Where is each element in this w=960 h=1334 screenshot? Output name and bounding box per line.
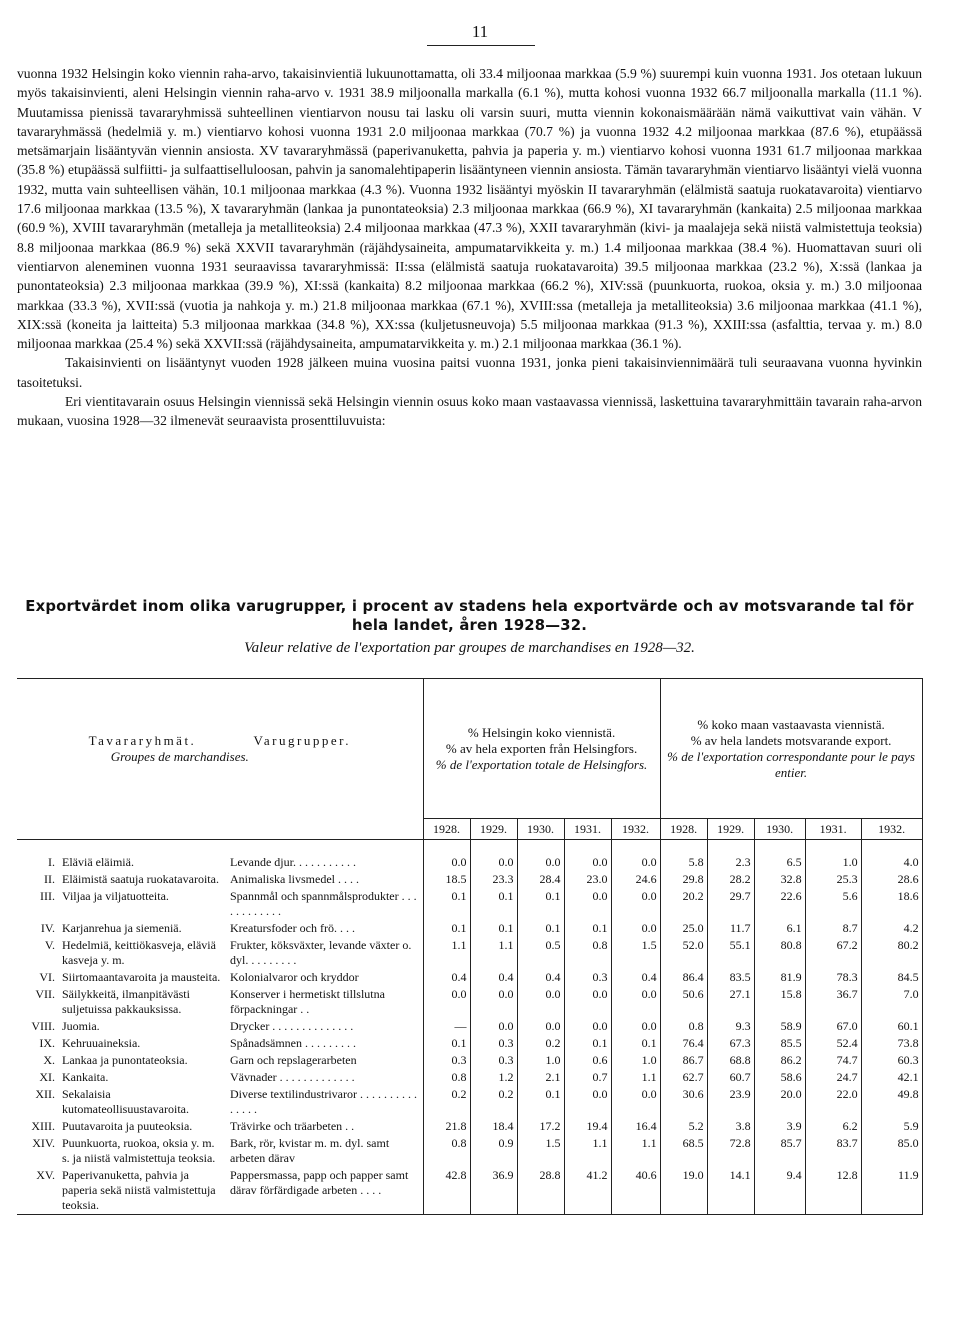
country-header-french: % de l'exportation correspondante pour le pays entier.: [667, 748, 915, 780]
value-cell: 0.1: [470, 920, 517, 937]
group-number: XII.: [35, 1087, 55, 1101]
group-name-finnish: Eläviä eläimiä.: [62, 855, 134, 869]
value-cell: 0.4: [423, 969, 470, 986]
group-name-swedish: Kreatursfoder och frö. . . .: [227, 920, 423, 937]
value-cell: 0.1: [564, 1035, 611, 1052]
value-cell: 0.1: [517, 920, 564, 937]
year-cell: 1929.: [707, 819, 754, 840]
value-cell: 28.8: [517, 1167, 564, 1215]
value-cell: 28.6: [861, 871, 922, 888]
value-cell: 11.7: [707, 920, 754, 937]
value-cell: —: [423, 1018, 470, 1035]
value-cell: 15.8: [754, 986, 805, 1018]
group-name-swedish: Vävnader . . . . . . . . . . . . .: [227, 1069, 423, 1086]
value-cell: 2.3: [707, 854, 754, 871]
value-cell: 9.3: [707, 1018, 754, 1035]
group-name-finnish: Lankaa ja punontateoksia.: [62, 1053, 188, 1067]
value-cell: 6.2: [805, 1118, 861, 1135]
value-cell: 0.1: [564, 920, 611, 937]
value-cell: 62.7: [660, 1069, 707, 1086]
value-cell: 0.3: [423, 1052, 470, 1069]
table-row: [17, 854, 922, 871]
value-cell: 60.7: [707, 1069, 754, 1086]
value-cell: 0.2: [517, 1035, 564, 1052]
value-cell: 42.8: [423, 1167, 470, 1215]
value-cell: 23.0: [564, 871, 611, 888]
value-cell: 19.4: [564, 1118, 611, 1135]
value-cell: 36.7: [805, 986, 861, 1018]
group-name-swedish: Garn och repslagerarbeten: [227, 1052, 423, 1069]
value-cell: 16.4: [611, 1118, 660, 1135]
value-cell: 58.6: [754, 1069, 805, 1086]
table-row: [17, 986, 922, 1018]
value-cell: 0.8: [423, 1069, 470, 1086]
spacer-row: [17, 840, 922, 855]
group-name-swedish: Levande djur. . . . . . . . . . .: [227, 854, 423, 871]
group-number: XV.: [17, 1167, 59, 1215]
value-cell: 20.0: [754, 1086, 805, 1118]
value-cell: 42.1: [861, 1069, 922, 1086]
table-row: [17, 1069, 922, 1086]
value-cell: 52.0: [660, 937, 707, 969]
country-header-swedish: % av hela landets motsvarande export.: [690, 732, 892, 748]
value-cell: 9.4: [754, 1167, 805, 1215]
helsinki-header-finnish: % Helsingin koko viennistä.: [467, 724, 616, 740]
value-cell: 29.8: [660, 871, 707, 888]
group-number: XIII.: [31, 1119, 55, 1133]
value-cell: 5.6: [805, 888, 861, 920]
year-cell: 1930.: [754, 819, 805, 840]
value-cell: 4.0: [861, 854, 922, 871]
helsinki-header-french: % de l'exportation totale de Helsingfors.: [435, 756, 648, 772]
group-name-finnish: Karjanrehua ja siemeniä.: [62, 921, 182, 935]
export-share-table: [17, 678, 923, 1215]
value-cell: 18.6: [861, 888, 922, 920]
value-cell: 0.9: [470, 1135, 517, 1167]
value-cell: 40.6: [611, 1167, 660, 1215]
value-cell: 0.0: [611, 920, 660, 937]
value-cell: 0.1: [423, 888, 470, 920]
table-row: [17, 969, 922, 986]
value-cell: 0.8: [423, 1135, 470, 1167]
value-cell: 11.9: [861, 1167, 922, 1215]
table-row: [17, 1118, 922, 1135]
year-header-row: [17, 819, 922, 840]
group-name-finnish: Viljaa ja viljatuotteita.: [62, 889, 169, 903]
group-number: V.: [44, 938, 55, 952]
group-number: VIII.: [31, 1019, 55, 1033]
year-cell: 1932.: [861, 819, 922, 840]
value-cell: 0.3: [564, 969, 611, 986]
value-cell: 29.7: [707, 888, 754, 920]
value-cell: 1.0: [805, 854, 861, 871]
value-cell: 0.0: [517, 854, 564, 871]
value-cell: 4.2: [861, 920, 922, 937]
group-name-finnish: Eläimistä saatuja ruokatavaroita.: [62, 872, 219, 886]
value-cell: 86.4: [660, 969, 707, 986]
table-body: [17, 854, 922, 1215]
group-number: IV.: [40, 921, 55, 935]
value-cell: 0.0: [564, 1018, 611, 1035]
value-cell: 1.2: [470, 1069, 517, 1086]
value-cell: 6.5: [754, 854, 805, 871]
value-cell: 0.6: [564, 1052, 611, 1069]
value-cell: 28.2: [707, 871, 754, 888]
value-cell: 80.8: [754, 937, 805, 969]
year-cell: 1932.: [611, 819, 660, 840]
value-cell: 0.2: [470, 1086, 517, 1118]
value-cell: 0.0: [611, 1018, 660, 1035]
table-row: [17, 937, 922, 969]
value-cell: 74.7: [805, 1052, 861, 1069]
group-name-swedish: Animaliska livsmedel . . . .: [227, 871, 423, 888]
value-cell: 81.9: [754, 969, 805, 986]
value-cell: 76.4: [660, 1035, 707, 1052]
value-cell: 50.6: [660, 986, 707, 1018]
value-cell: 19.0: [660, 1167, 707, 1215]
paragraph-reexport: Takaisinvienti on lisääntynyt vuoden 1928 jälkeen muina vuosina paitsi vuonna 1931, jonka pieni takaisinviennimäärä tuli seuraavana vuonna hyvinkin tasoitetuksi.: [17, 355, 922, 390]
value-cell: 36.9: [470, 1167, 517, 1215]
table-row: [17, 1018, 922, 1035]
value-cell: 83.5: [707, 969, 754, 986]
group-name-finnish: Siirtomaantavaroita ja mausteita.: [62, 970, 221, 984]
value-cell: 86.2: [754, 1052, 805, 1069]
year-cell: 1928.: [423, 819, 470, 840]
value-cell: 8.7: [805, 920, 861, 937]
header-rule: [427, 45, 535, 46]
group-name-finnish: Puutavaroita ja puuteoksia.: [62, 1119, 193, 1133]
value-cell: 6.1: [754, 920, 805, 937]
year-cell: 1929.: [470, 819, 517, 840]
value-cell: 83.7: [805, 1135, 861, 1167]
table-row: [17, 1135, 922, 1167]
value-cell: 41.2: [564, 1167, 611, 1215]
value-cell: 0.0: [423, 986, 470, 1018]
table-row: [17, 1086, 922, 1118]
value-cell: 32.8: [754, 871, 805, 888]
value-cell: 0.4: [611, 969, 660, 986]
value-cell: 14.1: [707, 1167, 754, 1215]
year-cell: 1931.: [805, 819, 861, 840]
paragraph-export-changes: vuonna 1932 Helsingin koko viennin raha-arvo, takaisinvientiä lukuunottamatta, oli 33.4 miljoonaa markkaa (5.9 %) suurempi kuin vuonna 1931. Jos otetaan lukuun myös takaisinvienti, aleni Helsingin viennin raha-arvo v. 1931 38.9 miljoonalla markalla (6.1 %), mutta kohosi vuonna 1932 66.7 miljoonalla markalla (11.1 %). Muutamissa pienissä tavararyhmissä suhteellinen vientiarvon nousu tai lasku oli varsin suuri, mutta viennin kokonaismäärään nämä vaikuttivat vain vähän. V tavararyhmässä (hedelmiä y. m.) vientiarvo kohosi vuonna 1931 2.0 miljoonaa markkaa (70.7 %) ja vuonna 1932 4.2 miljoonaa markkaa (87.6 %), etupäässä metsämarjain lisääntyvän viennin ansiosta. XV tavararyhmässä (paperivanuketta, pahvia ja paperia y. m.) vientiarvo kohosi vuonna 1931 61.7 miljoonaa markkaa (35.8 %) etupäässä sulfiitti- ja sulfaattiselluloosan, pahvin ja sanomalehtipaperin lisääntyneen viennin ansiosta. Tämän tavararyhmän vientiarvo lisääntyi vielä vuonna 1932, mutta vain suhteellisen vähän, 10.1 miljoonaa markkaa (4.3 %). Vuonna 1932 lisääntyi myöskin II tavararyhmän (elälmistä saatuja ruokatavaroita) vientiarvo 17.6 miljoonaa markkaa (13.5 %), X tavararyhmän (lankaa ja punontateoksia) 2.3 miljoonaa markkaa (66.9 %), XI tavararyhmän (kankaita) 2.5 miljoonaa markkaa (60.9 %), XVIII tavararyhmän (metalleja ja metalliteoksia) 2.4 miljoonaa markkaa (47.3 %), XXII tavararyhmän (kivi- ja maalajeja sekä niistä valmistettuja teoksia) 8.8 miljoonaa markkaa (86.9 %) sekä XXVII tavararyhmän (räjähdysaineita, ampumatarvikkeita y. m.) 1.4 miljoonaa markkaa (38.4 %). Huomattavan suuri oli vientiarvon aleneminen vuonna 1931 seuraavissa tavararyhmissä: II:ssa (elälmistä saatuja ruokatavaroita) 39.5 miljoonaa markkaa (23.2 %), X:ssä (lankaa ja punontateoksia) 2.3 miljoonaa markkaa (39.9 %), XI:ssä (kankaita) 8.2 miljoonaa markkaa (66.2 %), XIV:ssä (puunkuorta, ruokoa, oksia y. m.) 3.0 miljoonaa markkaa (33.3 %), XVII:ssä (vuotia ja nahkoja y. m.) 21.8 miljoonaa markkaa (67.1 %), XVIII:ssa (metalleja ja metalliteoksia) 3.6 miljoonaa markkaa (41.1 %), XIX:ssä (koneita ja laitteita) 5.3 miljoonaa markkaa (34.8 %), XX:ssa (kuljetusneuvoja) 5.5 miljoonaa markkaa (91.3 %), XXIII:ssa (asfalttia, tervaa y. m.) 8.0 miljoonaa markkaa (25.4 %) sekä XXVII:ssä (räjähdysaineita, ampumatarvikkeita y. m.) 2.1 miljoonaa markkaa (36.1 %).: [17, 66, 922, 352]
value-cell: 84.5: [861, 969, 922, 986]
value-cell: 0.0: [423, 854, 470, 871]
value-cell: 3.9: [754, 1118, 805, 1135]
value-cell: 1.1: [423, 937, 470, 969]
value-cell: 0.0: [564, 854, 611, 871]
group-name-finnish: Juomia.: [62, 1019, 100, 1033]
table-row: [17, 871, 922, 888]
value-cell: 3.8: [707, 1118, 754, 1135]
value-cell: 52.4: [805, 1035, 861, 1052]
value-cell: 49.8: [861, 1086, 922, 1118]
group-header-finnish: Tavararyhmät.: [88, 732, 197, 748]
value-cell: 0.2: [423, 1086, 470, 1118]
group-name-finnish: Kankaita.: [62, 1070, 109, 1084]
value-cell: 5.8: [660, 854, 707, 871]
value-cell: 0.0: [564, 986, 611, 1018]
table-row: [17, 1035, 922, 1052]
group-header-french: Groupes de marchandises.: [110, 748, 249, 764]
value-cell: 20.2: [660, 888, 707, 920]
group-name-swedish: Pappersmassa, papp och papper samt därav förfärdigade arbeten . . . .: [227, 1167, 423, 1215]
table-row: [17, 888, 922, 920]
country-header-finnish: % koko maan vastaavasta viennistä.: [697, 716, 885, 732]
value-cell: 1.1: [470, 937, 517, 969]
value-cell: 24.6: [611, 871, 660, 888]
table-title-french: Valeur relative de l'exportation par groupes de marchandises en 1928—32.: [244, 640, 695, 656]
year-cell: 1928.: [660, 819, 707, 840]
value-cell: 0.3: [470, 1035, 517, 1052]
value-cell: 67.2: [805, 937, 861, 969]
group-number: XIV.: [32, 1136, 55, 1150]
value-cell: 68.8: [707, 1052, 754, 1069]
value-cell: 23.3: [470, 871, 517, 888]
value-cell: 0.0: [517, 1018, 564, 1035]
table-row: [17, 920, 922, 937]
value-cell: 1.0: [517, 1052, 564, 1069]
value-cell: 1.1: [611, 1135, 660, 1167]
value-cell: 0.0: [470, 986, 517, 1018]
group-number: VII.: [35, 987, 55, 1001]
value-cell: 28.4: [517, 871, 564, 888]
value-cell: 0.1: [470, 888, 517, 920]
value-cell: 25.0: [660, 920, 707, 937]
value-cell: 21.8: [423, 1118, 470, 1135]
year-cell: 1930.: [517, 819, 564, 840]
value-cell: 0.1: [517, 888, 564, 920]
value-cell: 5.9: [861, 1118, 922, 1135]
group-name-swedish: Bark, rör, kvistar m. m. dyl. samt arbeten därav: [227, 1135, 423, 1167]
value-cell: 0.8: [660, 1018, 707, 1035]
value-cell: 1.0: [611, 1052, 660, 1069]
helsinki-share-header: [423, 679, 660, 819]
group-number: VI.: [39, 970, 55, 984]
group-name-finnish: Sekalaisia kutomateollisuustavaroita.: [62, 1087, 189, 1116]
value-cell: 0.4: [517, 969, 564, 986]
value-cell: 0.0: [470, 854, 517, 871]
value-cell: 30.6: [660, 1086, 707, 1118]
group-name-swedish: Frukter, köksväxter, levande växter o. dyl. . . . . . . . .: [227, 937, 423, 969]
value-cell: 55.1: [707, 937, 754, 969]
value-cell: 17.2: [517, 1118, 564, 1135]
value-cell: 86.7: [660, 1052, 707, 1069]
value-cell: 5.2: [660, 1118, 707, 1135]
group-number: II.: [44, 872, 55, 886]
value-cell: 27.1: [707, 986, 754, 1018]
group-name-swedish: Diverse textilindustrivaror . . . . . . . . . . . . . . .: [227, 1086, 423, 1118]
value-cell: 1.1: [611, 1069, 660, 1086]
group-number: IX.: [39, 1036, 55, 1050]
value-cell: 24.7: [805, 1069, 861, 1086]
value-cell: 0.1: [423, 920, 470, 937]
group-column-header: [17, 679, 423, 819]
value-cell: 0.0: [611, 1086, 660, 1118]
group-name-swedish: Konserver i hermetiskt tillslutna förpackningar . .: [227, 986, 423, 1018]
value-cell: 0.0: [611, 986, 660, 1018]
group-header-swedish: Varugrupper.: [253, 732, 351, 748]
helsinki-header-swedish: % av hela exporten från Helsingfors.: [445, 740, 638, 756]
value-cell: 22.6: [754, 888, 805, 920]
paragraph-table-intro: Eri vientitavarain osuus Helsingin viennissä sekä Helsingin viennin osuus koko maan vastaavassa viennissä, laskettuina tavararyhmittäin tavarain raha-arvon mukaan, vuosina 1928—32 ilmenevät seuraavista prosenttiluvuista:: [17, 394, 922, 429]
value-cell: 7.0: [861, 986, 922, 1018]
value-cell: 0.4: [470, 969, 517, 986]
value-cell: 1.5: [517, 1135, 564, 1167]
value-cell: 0.7: [564, 1069, 611, 1086]
value-cell: 25.3: [805, 871, 861, 888]
value-cell: 0.0: [470, 1018, 517, 1035]
group-name-finnish: Säilykkeitä, ilmanpitävästi suljetuissa pakkauksissa.: [62, 987, 190, 1016]
group-name-finnish: Paperivanuketta, pahvia ja paperia sekä niistä valmistettuja teoksia.: [59, 1167, 227, 1215]
group-number: X.: [43, 1053, 55, 1067]
group-name-swedish: Spannmål och spannmålsprodukter . . . . . . . . . . . .: [227, 888, 423, 920]
value-cell: 0.0: [564, 888, 611, 920]
group-name-swedish: Kolonialvaror och kryddor: [227, 969, 423, 986]
group-name-finnish: Hedelmiä, keittiökasveja, eläviä kasveja y. m.: [62, 938, 216, 967]
value-cell: 0.1: [611, 1035, 660, 1052]
value-cell: 22.0: [805, 1086, 861, 1118]
year-row-blank: [17, 819, 423, 840]
value-cell: 0.8: [564, 937, 611, 969]
value-cell: 78.3: [805, 969, 861, 986]
table-row: [17, 1052, 922, 1069]
value-cell: 0.1: [423, 1035, 470, 1052]
value-cell: 0.5: [517, 937, 564, 969]
value-cell: 12.8: [805, 1167, 861, 1215]
value-cell: 68.5: [660, 1135, 707, 1167]
value-cell: 1.1: [564, 1135, 611, 1167]
body-text: [17, 64, 922, 431]
value-cell: 73.8: [861, 1035, 922, 1052]
value-cell: 58.9: [754, 1018, 805, 1035]
value-cell: 2.1: [517, 1069, 564, 1086]
value-cell: 60.1: [861, 1018, 922, 1035]
value-cell: 60.3: [861, 1052, 922, 1069]
group-number: I.: [48, 855, 55, 869]
value-cell: 80.2: [861, 937, 922, 969]
value-cell: 0.0: [611, 888, 660, 920]
group-name-swedish: Trävirke och träarbeten . .: [227, 1118, 423, 1135]
value-cell: 67.3: [707, 1035, 754, 1052]
value-cell: 23.9: [707, 1086, 754, 1118]
value-cell: 0.0: [517, 986, 564, 1018]
value-cell: 0.0: [564, 1086, 611, 1118]
value-cell: 0.0: [611, 854, 660, 871]
group-number: III.: [40, 889, 55, 903]
value-cell: 18.4: [470, 1118, 517, 1135]
value-cell: 0.3: [470, 1052, 517, 1069]
page-number: 11: [471, 22, 489, 41]
value-cell: 67.0: [805, 1018, 861, 1035]
group-number: XI.: [39, 1070, 55, 1084]
country-share-header: [660, 679, 922, 819]
table-title-swedish: Exportvärdet inom olika varugrupper, i procent av stadens hela exportvärde och av motsvarande tal för hela landet, åren 1928—32.: [25, 598, 914, 634]
group-name-finnish: Kehruuaineksia.: [62, 1036, 141, 1050]
group-name-swedish: Drycker . . . . . . . . . . . . . .: [227, 1018, 423, 1035]
value-cell: 85.0: [861, 1135, 922, 1167]
value-cell: 18.5: [423, 871, 470, 888]
value-cell: 72.8: [707, 1135, 754, 1167]
value-cell: 1.5: [611, 937, 660, 969]
value-cell: 85.7: [754, 1135, 805, 1167]
value-cell: 85.5: [754, 1035, 805, 1052]
value-cell: 0.1: [517, 1086, 564, 1118]
group-name-finnish: Puunkuorta, ruokoa, oksia y. m. s. ja niistä valmistettuja teoksia.: [62, 1136, 216, 1165]
year-cell: 1931.: [564, 819, 611, 840]
table-row: [17, 1167, 922, 1215]
group-name-swedish: Spånadsämnen . . . . . . . . .: [227, 1035, 423, 1052]
